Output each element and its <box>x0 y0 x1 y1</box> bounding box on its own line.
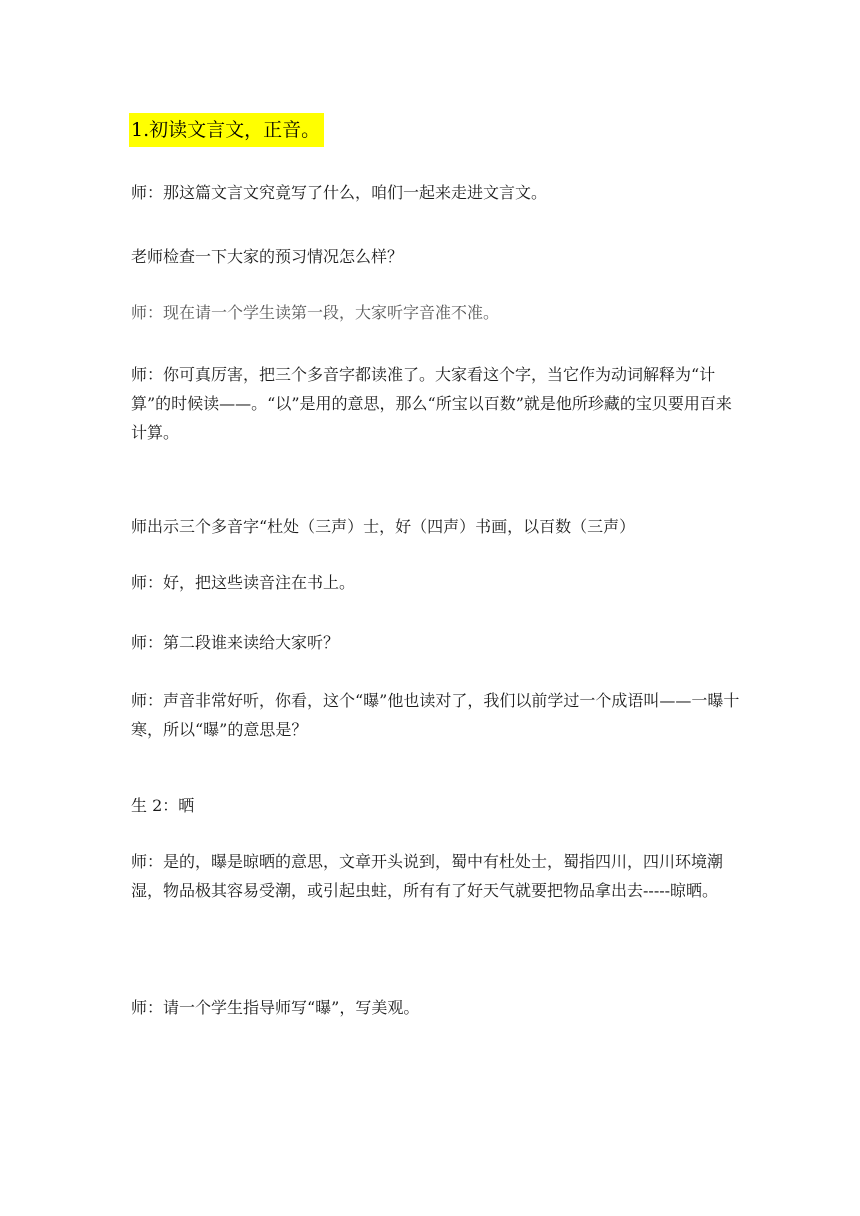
paragraph-2: 老师检查一下大家的预习情况怎么样？ <box>131 247 404 266</box>
paragraph-1: 师：那这篇文言文究竟写了什么，咱们一起来走进文言文。 <box>131 183 548 202</box>
paragraph-11: 师：请一个学生指导师写“曝”，写美观。 <box>131 998 420 1017</box>
paragraph-3: 师：现在请一个学生读第一段，大家听字音准不准。 <box>131 303 500 322</box>
paragraph-4: 师：你可真厉害，把三个多音字都读准了。大家看这个字，当它作为动词解释为“计算”的时候读——。“以”是用的意思，那么“所宝以百数”就是他所珍藏的宝贝要用百来计算。 <box>131 365 732 442</box>
paragraph-5: 师出示三个多音字“杜处（三声）士，好（四声）书画，以百数（三声） <box>131 517 636 536</box>
paragraph-8: 师：声音非常好听，你看，这个“曝”他也读对了，我们以前学过一个成语叫——一曝十寒，所以“曝”的意思是？ <box>131 691 740 739</box>
paragraph-7: 师：第二段谁来读给大家听？ <box>131 633 340 652</box>
paragraph-9: 生 2：晒 <box>131 796 195 815</box>
section-heading: 1.初读文言文，正音。 <box>129 113 324 147</box>
paragraph-10: 师：是的，曝是晾晒的意思，文章开头说到，蜀中有杜处士，蜀指四川，四川环境潮湿，物品极其容易受潮，或引起虫蛀，所有有了好天气就要把物品拿出去-----晾晒。 <box>131 852 724 900</box>
paragraph-6: 师：好，把这些读音注在书上。 <box>131 573 356 592</box>
